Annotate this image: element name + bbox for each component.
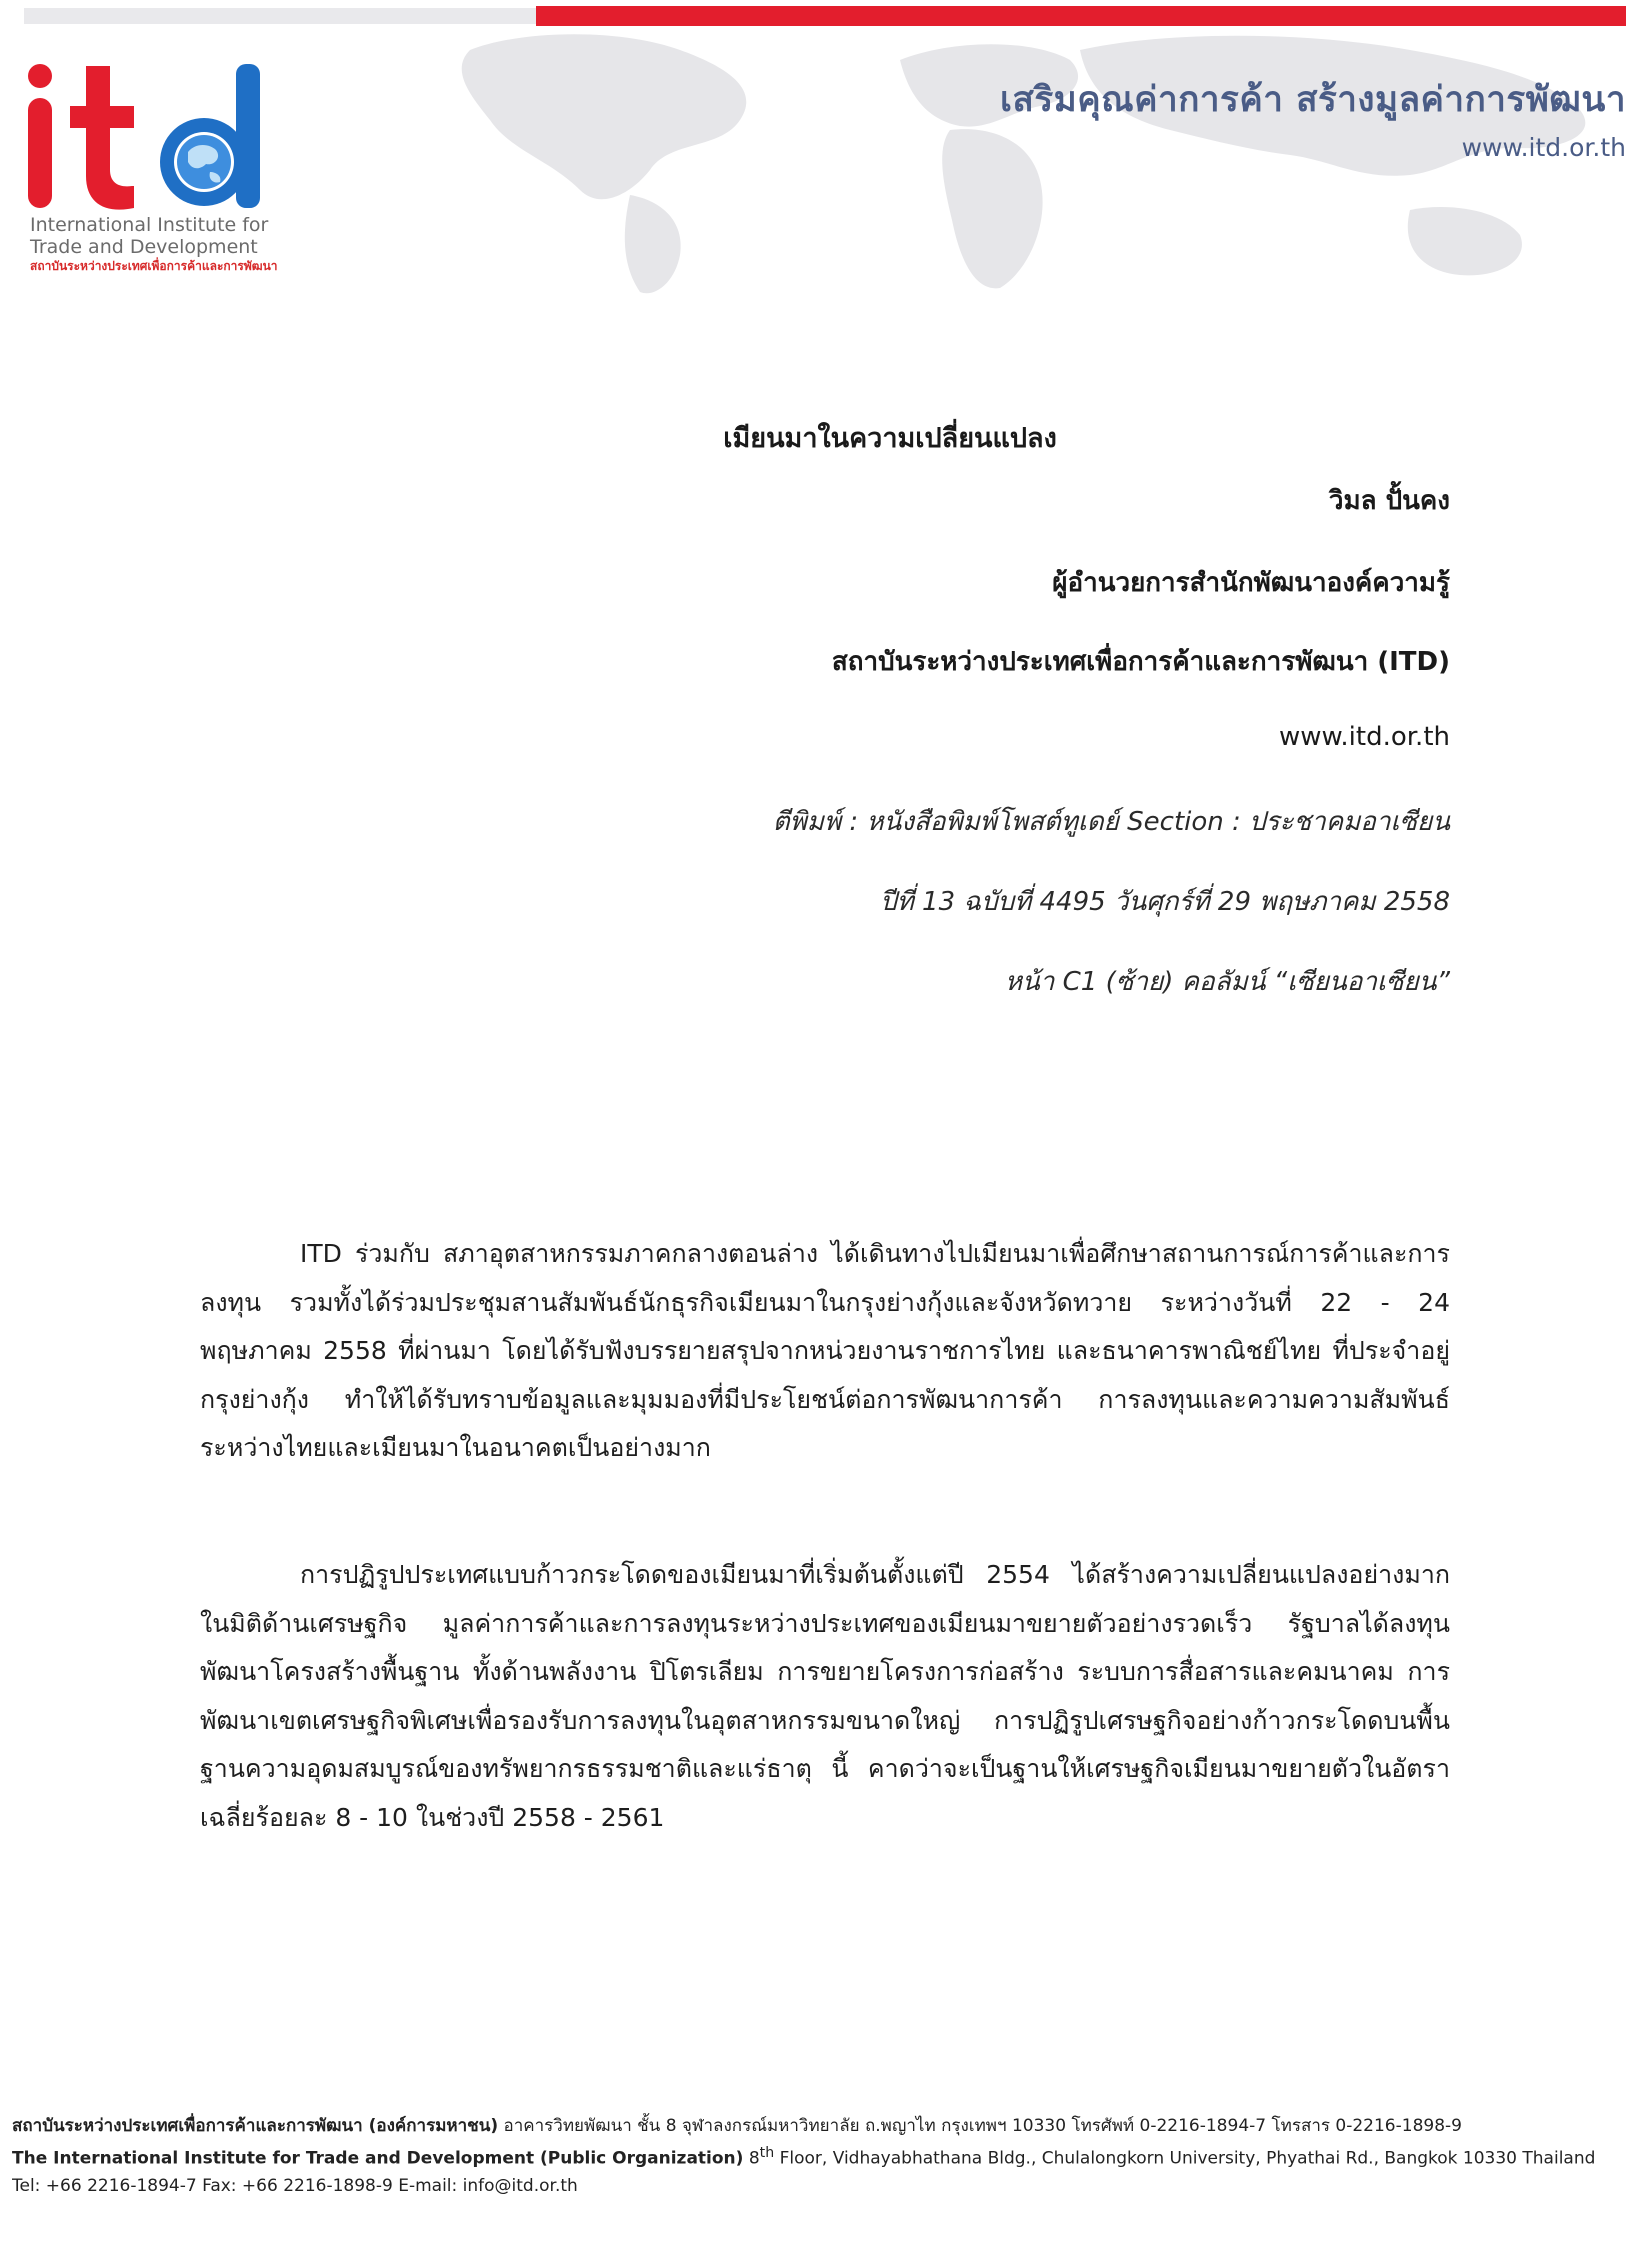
publication-source: ตีพิมพ์ : หนังสือพิมพ์โพสต์ทูเดย์ Section : ประชาคมอาเซียน: [772, 807, 1450, 837]
logo-caption-th: สถาบันระหว่างประเทศเพื่อการค้าและการพัฒนา: [30, 259, 278, 273]
footer-english-floor-suffix: th: [759, 2145, 775, 2161]
footer-english-org: The International Institute for Trade and Development (Public Organization): [12, 2148, 744, 2169]
author-position: ผู้อำนวยการสำนักพัฒนาองค์ความรู้: [1052, 568, 1450, 598]
footer-english-line: [12, 2140, 1632, 2173]
organization-website[interactable]: www.itd.or.th: [1278, 722, 1450, 752]
logo-caption: [30, 214, 278, 274]
publication-issue: ปีที่ 13 ฉบับที่ 4495 วันศุกร์ที่ 29 พฤษภาคม 2558: [880, 887, 1450, 917]
publication-page: หน้า C1 (ซ้าย) คอลัมน์ “เซียนอาเซียน”: [1004, 967, 1450, 997]
logo-caption-en-line-1: International Institute for: [30, 214, 269, 236]
footer-thai-address: อาคารวิทยพัฒนา ชั้น 8 จุฬาลงกรณ์มหาวิทยาลัย ถ.พญาไท กรุงเทพฯ 10330 โทรศัพท์ 0-2216-1894-7 โทรสาร 0-2216-1898-9: [498, 2116, 1462, 2136]
body-paragraph-1: ITD ร่วมกับ สภาอุตสาหกรรมภาคกลางตอนล่าง ได้เดินทางไปเมียนมาเพื่อศึกษาสถานการณ์การค้าและการลงทุน รวมทั้งได้ร่วมประชุมสานสัมพันธ์นักธุรกิจเมียนมาในกรุงย่างกุ้งและจังหวัดทวาย ระหว่างวันที่ 22 - 24 พฤษภาคม 2558 ที่ผ่านมา โดยได้รับฟังบรรยายสรุปจากหน่วยงานราชการไทย และธนาคารพาณิชย์ไทย ที่ประจำอยู่กรุงย่างกุ้ง ทำให้ได้รับทราบข้อมูลและมุมมองที่มีประโยชน์ต่อการพัฒนาการค้า การลงทุนและความความสัมพันธ์ระหว่างไทยและเมียนมาในอนาคตเป็นอย่างมาก: [200, 1239, 1450, 1462]
slogan-block: [1000, 72, 1626, 162]
slogan-text: เสริมคุณค่าการค้า สร้างมูลค่าการพัฒนา: [1000, 80, 1626, 120]
article-title: เมียนมาในความเปลี่ยนแปลง: [723, 423, 1057, 454]
logo-caption-en-line-2: Trade and Development: [30, 236, 258, 258]
author-name: วิมล ปั้นคง: [1328, 486, 1450, 516]
footer-contact-line: Tel: +66 2216-1894-7 Fax: +66 2216-1898-9 E-mail: info@itd.or.th: [12, 2175, 578, 2196]
body-paragraph-2: การปฏิรูปประเทศแบบก้าวกระโดดของเมียนมาที่เริ่มต้นตั้งแต่ปี 2554 ได้สร้างความเปลี่ยนแปลงอย่างมาก ในมิติด้านเศรษฐกิจ มูลค่าการค้าและการลงทุนระหว่างประเทศของเมียนมาขยายตัวอย่างรวดเร็ว รัฐบาลได้ลงทุนพัฒนาโครงสร้างพื้นฐาน ทั้งด้านพลังงาน ปิโตรเลียม การขยายโครงการก่อสร้าง ระบบการสื่อสารและคมนาคม การพัฒนาเขตเศรษฐกิจพิเศษเพื่อรองรับการลงทุนในอุตสาหกรรมขนาดใหญ่ การปฏิรูปเศรษฐกิจอย่างก้าวกระโดดบนพื้นฐานความอุดมสมบูรณ์ของทรัพยากรธรรมชาติและแร่ธาตุ นี้ คาดว่าจะเป็นฐานให้เศรษฐกิจเมียนมาขยายตัวในอัตราเฉลี่ยร้อยละ 8 - 10 ในช่วงปี 2558 - 2561: [200, 1560, 1450, 1832]
footer-english-address: Floor, Vidhayabhathana Bldg., Chulalongkorn University, Phyathai Rd., Bangkok 10330 Thailand: [774, 2148, 1596, 2169]
itd-logo: [26, 58, 296, 218]
footer: [12, 2113, 1632, 2200]
footer-thai-org: สถาบันระหว่างประเทศเพื่อการค้าและการพัฒนา (องค์การมหาชน): [12, 2116, 499, 2136]
author-organization: สถาบันระหว่างประเทศเพื่อการค้าและการพัฒนา (ITD): [831, 647, 1450, 677]
header-website[interactable]: www.itd.or.th: [1461, 133, 1626, 162]
footer-english-floor: 8: [743, 2148, 760, 2169]
footer-thai-line: [12, 2113, 1632, 2140]
